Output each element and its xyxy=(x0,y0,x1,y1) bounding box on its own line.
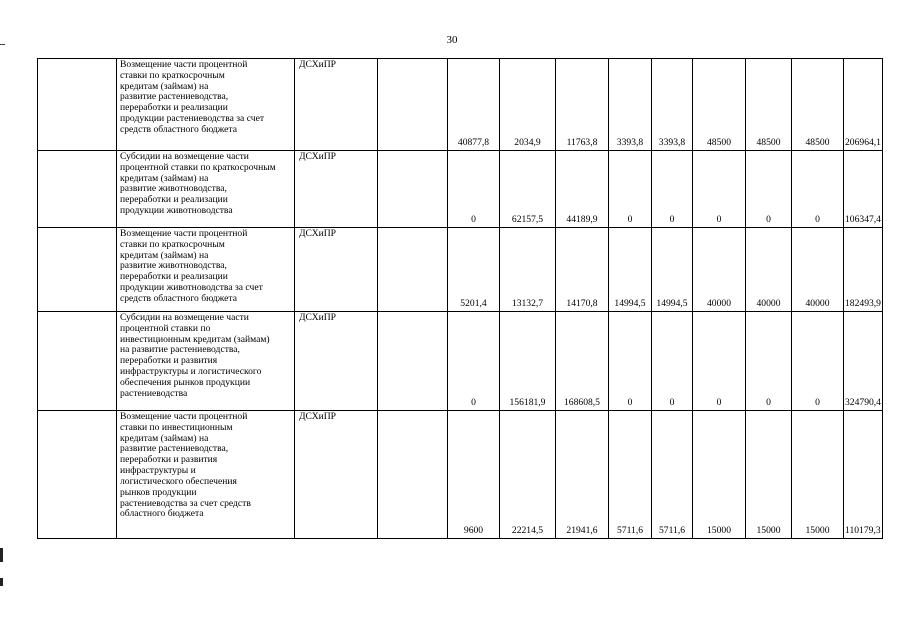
measure-name-line: переработки и реализации xyxy=(120,102,228,114)
margin-mark xyxy=(0,548,3,562)
value-cell: 40000 xyxy=(693,228,746,312)
value-cell: 40000 xyxy=(792,228,844,312)
measure-name-line: обеспечения рынков продукции xyxy=(120,376,251,388)
measure-name-line: инвестиционным кредитам (займам) xyxy=(120,333,270,345)
margin-mark xyxy=(0,578,3,586)
total-value-cell: 206964,1 xyxy=(844,59,883,151)
measure-name-line: переработки и развития xyxy=(120,454,218,466)
page-number: 30 xyxy=(446,34,458,46)
empty-cell xyxy=(378,59,448,151)
measure-name-line: переработки и развития xyxy=(120,355,218,367)
value-cell: 5201,4 xyxy=(448,228,500,312)
measure-name-line: продукции животноводства xyxy=(120,205,233,217)
measure-name-line: Субсидии на возмещение части xyxy=(120,312,249,323)
measure-name-line: Возмещение части процентной xyxy=(120,228,248,239)
value-cell: 156181,9 xyxy=(500,312,556,411)
measure-name-line: Субсидии на возмещение части xyxy=(120,151,249,162)
value-cell: 40877,8 xyxy=(448,59,500,151)
value-cell: 0 xyxy=(746,312,792,411)
value-cell: 40000 xyxy=(746,228,792,312)
total-value-cell: 182493,9 xyxy=(844,228,883,312)
value-cell: 44189,9 xyxy=(556,151,609,228)
empty-cell xyxy=(38,151,117,228)
value-cell: 9600 xyxy=(448,411,500,539)
value-cell: 5711,6 xyxy=(652,411,693,539)
measure-name-line: ставки по инвестиционным xyxy=(120,421,233,433)
value-cell: 14994,5 xyxy=(652,228,693,312)
value-cell: 0 xyxy=(609,151,652,228)
empty-cell xyxy=(38,228,117,312)
table-row xyxy=(38,411,883,539)
value-cell: 11763,8 xyxy=(556,59,609,151)
measure-name-line: процентной ставки по краткосрочным xyxy=(120,161,276,173)
value-cell: 0 xyxy=(448,151,500,228)
empty-cell xyxy=(38,59,117,151)
measure-name-line: развитие животноводства, xyxy=(120,183,227,195)
value-cell: 0 xyxy=(693,312,746,411)
value-cell: 48500 xyxy=(746,59,792,151)
measure-name-line: продукции растениеводства за счет xyxy=(120,113,265,125)
executor-cell: ДСХиПР xyxy=(295,151,378,228)
measure-name-cell xyxy=(117,151,295,228)
empty-cell xyxy=(378,312,448,411)
value-cell: 0 xyxy=(792,312,844,411)
executor-cell: ДСХиПР xyxy=(295,312,378,411)
measure-name-cell xyxy=(117,228,295,312)
value-cell: 14170,8 xyxy=(556,228,609,312)
table-row xyxy=(38,312,883,411)
measure-name-line: ставки по краткосрочным xyxy=(120,69,225,81)
value-cell: 2034,9 xyxy=(500,59,556,151)
measure-name-line: растениеводства за счет средств xyxy=(120,497,251,509)
measure-name-line: кредитам (займам) на xyxy=(120,172,209,184)
empty-cell xyxy=(378,228,448,312)
value-cell: 0 xyxy=(792,151,844,228)
measure-name-line: логистического обеспечения xyxy=(120,475,237,487)
table-row xyxy=(38,228,883,312)
value-cell: 22214,5 xyxy=(500,411,556,539)
measure-name-line: инфраструктуры и логистического xyxy=(120,366,262,378)
measure-name-line: развитие растениеводства, xyxy=(120,443,229,455)
measure-name-line: средств областного бюджета xyxy=(120,123,237,135)
empty-cell xyxy=(38,312,117,411)
measure-name-line: продукции животноводства за счет xyxy=(120,282,263,294)
measure-name-line: областного бюджета xyxy=(120,508,204,520)
value-cell: 13132,7 xyxy=(500,228,556,312)
table-body xyxy=(38,59,883,539)
measure-name-line: на развитие растениеводства, xyxy=(120,344,240,356)
measure-name-line: переработки и реализации xyxy=(120,194,228,206)
measure-name-line: средств областного бюджета xyxy=(120,292,237,304)
margin-mark xyxy=(0,44,5,45)
empty-cell xyxy=(38,411,117,539)
measure-name-line: инфраструктуры и xyxy=(120,465,196,477)
value-cell: 62157,5 xyxy=(500,151,556,228)
value-cell: 15000 xyxy=(746,411,792,539)
budget-table xyxy=(37,58,883,539)
measure-name-line: процентной ставки по xyxy=(120,322,211,334)
measure-name-cell xyxy=(117,312,295,411)
executor-cell: ДСХиПР xyxy=(295,411,378,539)
measure-name-line: кредитам (займам) на xyxy=(120,432,209,444)
value-cell: 48500 xyxy=(693,59,746,151)
value-cell: 15000 xyxy=(792,411,844,539)
measure-name-cell xyxy=(117,59,295,151)
executor-cell: ДСХиПР xyxy=(295,59,378,151)
total-value-cell: 106347,4 xyxy=(844,151,883,228)
value-cell: 21941,6 xyxy=(556,411,609,539)
measure-name-line: ставки по краткосрочным xyxy=(120,238,225,250)
total-value-cell: 110179,3 xyxy=(844,411,883,539)
measure-name-line: Возмещение части процентной xyxy=(120,59,248,70)
measure-name-line: развитие животноводства, xyxy=(120,260,227,272)
value-cell: 3393,8 xyxy=(652,59,693,151)
value-cell: 14994,5 xyxy=(609,228,652,312)
value-cell: 0 xyxy=(652,151,693,228)
total-value-cell: 324790,4 xyxy=(844,312,883,411)
executor-cell: ДСХиПР xyxy=(295,228,378,312)
value-cell: 5711,6 xyxy=(609,411,652,539)
value-cell: 0 xyxy=(693,151,746,228)
measure-name-line: растениеводства xyxy=(120,387,188,399)
value-cell: 0 xyxy=(746,151,792,228)
empty-cell xyxy=(378,151,448,228)
value-cell: 168608,5 xyxy=(556,312,609,411)
empty-cell xyxy=(378,411,448,539)
measure-name-line: развитие растениеводства, xyxy=(120,91,229,103)
table-row xyxy=(38,59,883,151)
measure-name-line: кредитам (займам) на xyxy=(120,80,209,92)
measure-name-line: рынков продукции xyxy=(120,486,197,498)
value-cell: 0 xyxy=(652,312,693,411)
measure-name-cell xyxy=(117,411,295,539)
value-cell: 0 xyxy=(448,312,500,411)
measure-name-line: кредитам (займам) на xyxy=(120,249,209,261)
value-cell: 48500 xyxy=(792,59,844,151)
table-row xyxy=(38,151,883,228)
measure-name-line: переработки и реализации xyxy=(120,271,228,283)
value-cell: 3393,8 xyxy=(609,59,652,151)
value-cell: 15000 xyxy=(693,411,746,539)
value-cell: 0 xyxy=(609,312,652,411)
measure-name-line: Возмещение части процентной xyxy=(120,411,248,422)
